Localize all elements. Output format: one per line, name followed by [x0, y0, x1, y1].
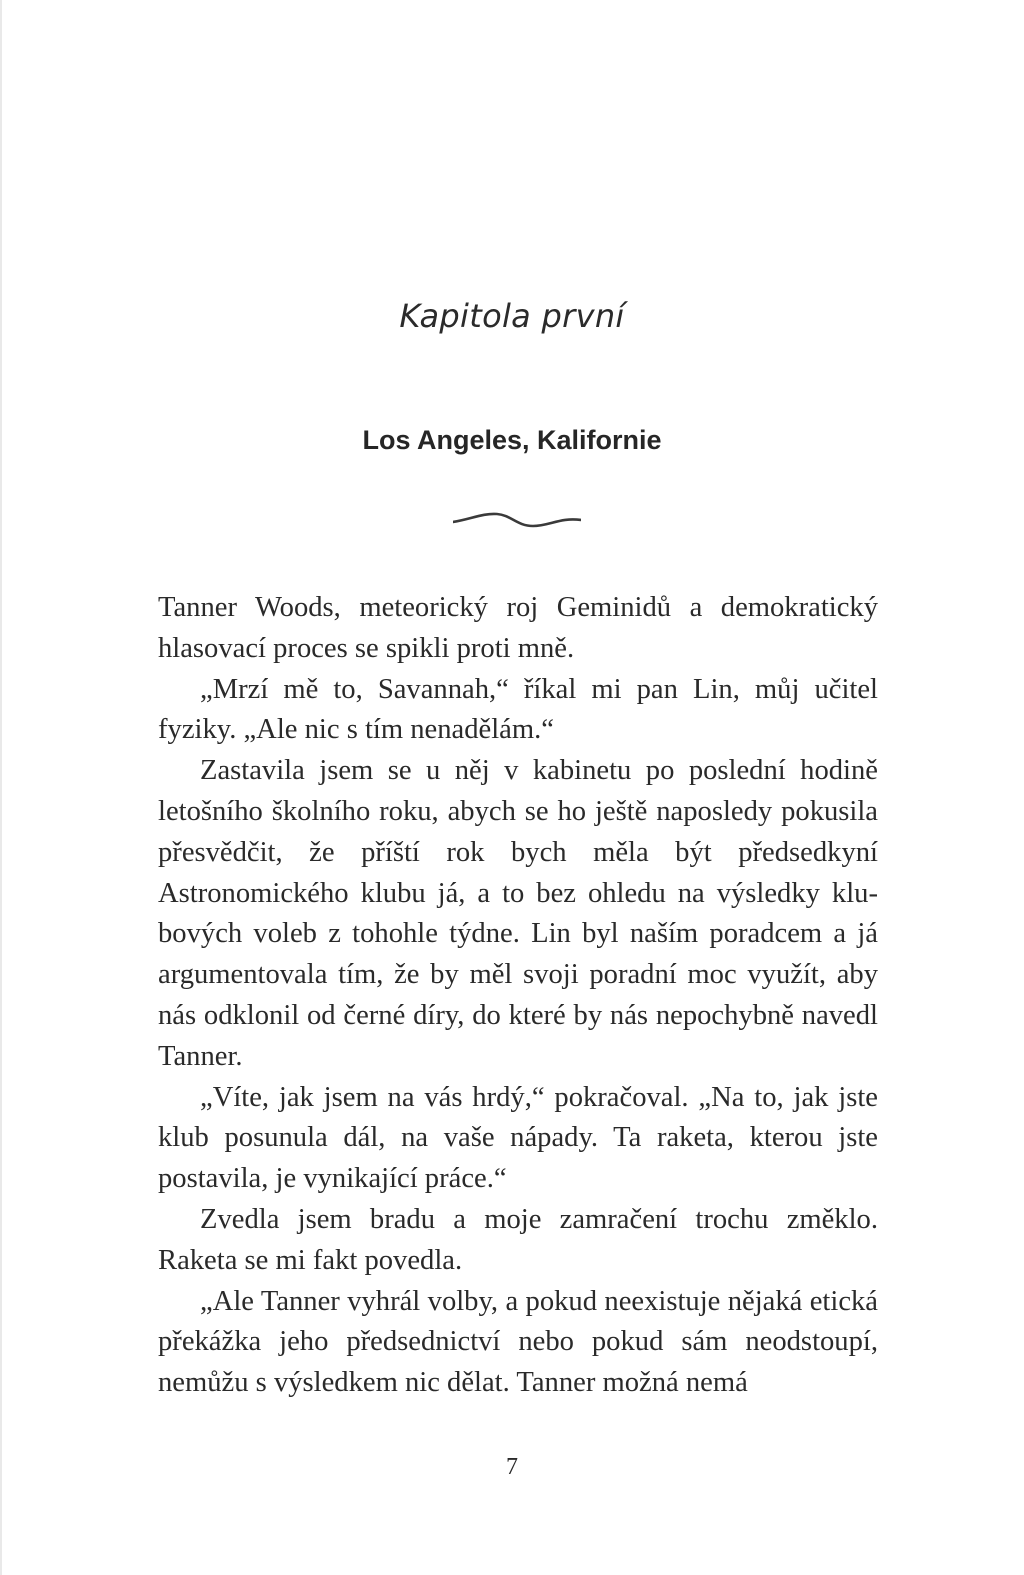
- wavy-divider-icon: [453, 507, 581, 533]
- paragraph: Zastavila jsem se u něj v kabinetu po poslední hodině letošního školního roku, abych se ho ještě naposledy pokusila přesvědčit, že příští rok bych měla být předsedkyní Astronomického klubu já, a to bez ohledu na výsledky klubových voleb z tohohle týdne. Lin byl naším poradcem a já argumentovala tím, že by měl svoji poradní moc využít, aby nás odklonil od černé díry, do které by nás nepochybně navedl Tanner.: [158, 755, 878, 1072]
- paragraph: „Ale Tanner vyhrál volby, a pokud neexistuje nějaká etická překážka jeho předsednictví nebo pokud sám neodstoupí, nemůžu s výsledkem nic dělat. Tanner možná nemá: [158, 1285, 878, 1399]
- paragraph: „Mrzí mě to, Savannah,“ říkal mi pan Lin, můj učitel fyziky. „Ale nic s tím nenadělám.“: [158, 673, 878, 746]
- paragraph: „Víte, jak jsem na vás hrdý,“ pokračoval. „Na to, jak jste klub posunula dál, na vaše nápady. Ta raketa, kterou jste postavila, je vynikající práce.“: [158, 1081, 878, 1195]
- chapter-location: Los Angeles, Kalifornie: [362, 425, 662, 455]
- paragraph: Tanner Woods, meteorický roj Geminidů a demokratický hlasovací proces se spikli proti mně.: [158, 592, 878, 664]
- paragraph: Zvedla jsem bradu a moje zamračení trochu změklo. Raketa se mi fakt povedla.: [158, 1203, 878, 1276]
- page-number: 7: [506, 1454, 518, 1480]
- page-edge: [0, 0, 2, 1575]
- chapter-body: [158, 588, 878, 1404]
- chapter-title: Kapitola první: [399, 297, 625, 335]
